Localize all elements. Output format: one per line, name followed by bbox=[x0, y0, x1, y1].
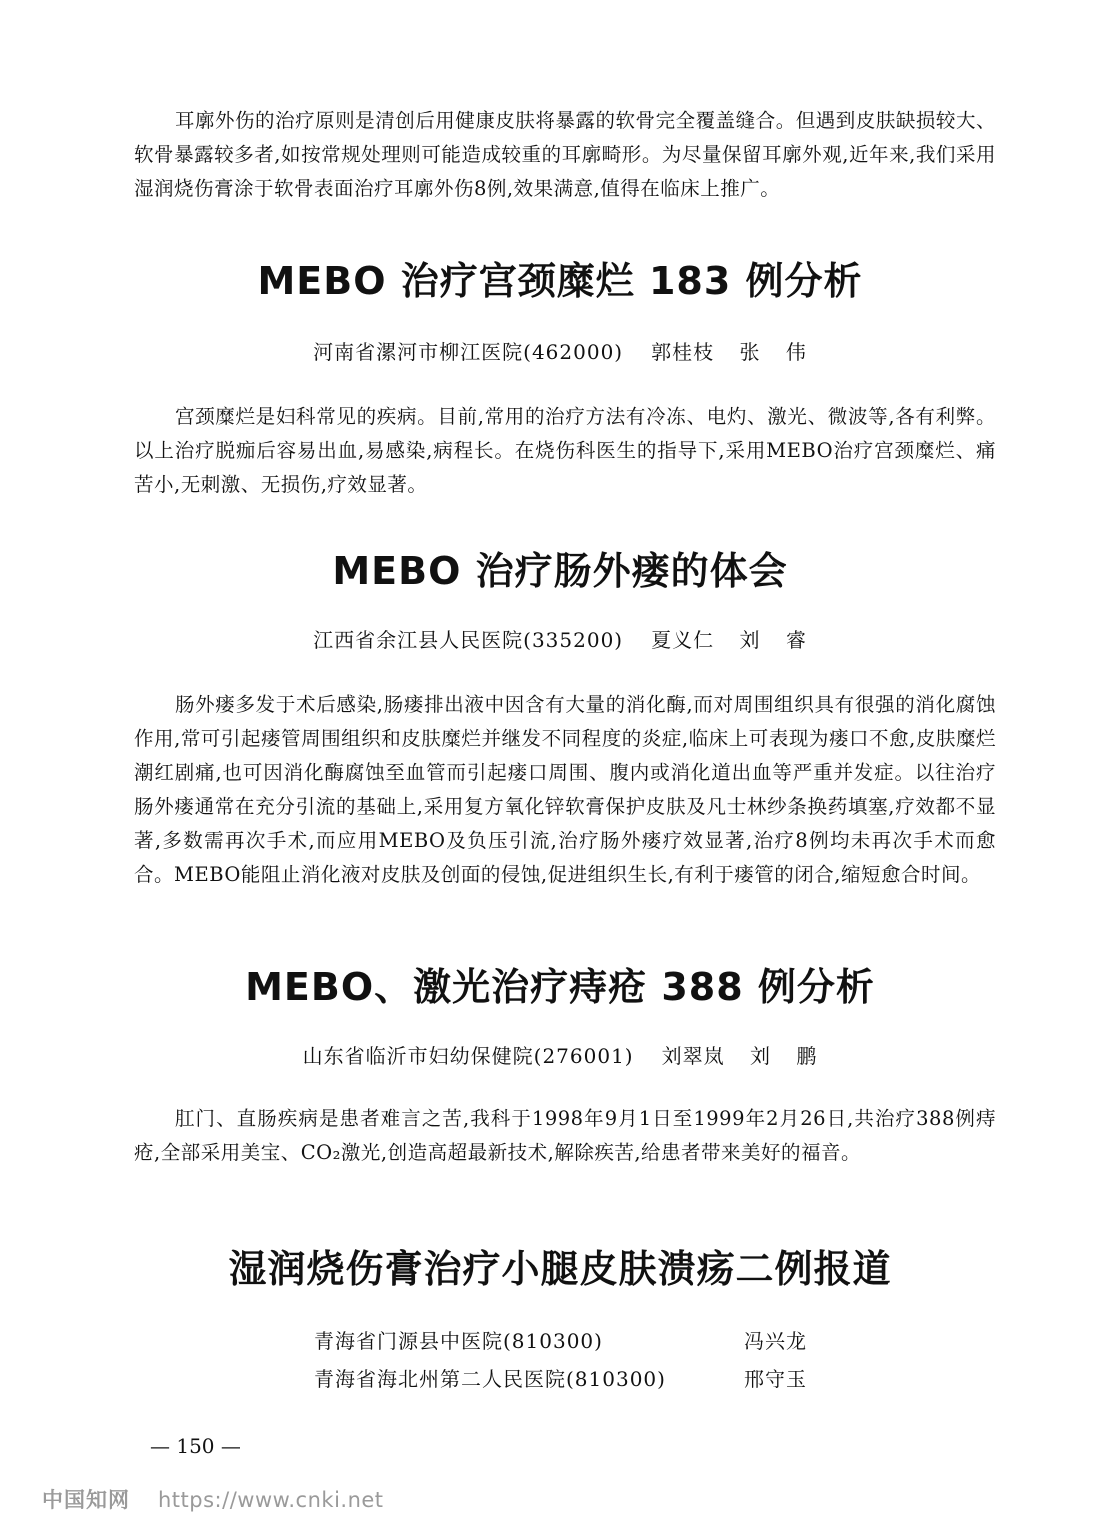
affiliation-authors: 刘翠岚 刘 鹏 bbox=[661, 1044, 818, 1068]
article-title-hemorrhoids: MEBO、激光治疗痔疮 388 例分析 bbox=[245, 965, 875, 1009]
article-title-intestinal-fistula: MEBO 治疗肠外瘘的体会 bbox=[332, 549, 788, 593]
affiliation-row bbox=[314, 1320, 807, 1358]
intro-paragraph: 耳廓外伤的治疗原则是清创后用健康皮肤将暴露的软骨完全覆盖缝合。但遇到皮肤缺损较大、软骨暴露较多者,如按常规处理则可能造成较重的耳廓畸形。为尽量保留耳廓外观,近年来,我们采用湿润烧伤膏涂于软骨表面治疗耳廓外伤8例,效果满意,值得在临床上推广。 bbox=[134, 109, 996, 200]
affiliation-authors: 郭桂枝 张 伟 bbox=[651, 340, 807, 364]
article-body-2: 肠外瘘多发于术后感染,肠瘘排出液中因含有大量的消化酶,而对周围组织具有很强的消化腐蚀作用,常可引起瘘管周围组织和皮肤糜烂并继发不同程度的炎症,临床上可表现为瘘口不愈,皮肤糜烂潮红剧痛,也可因消化酶腐蚀至血管而引起瘘口周围、腹内或消化道出血等严重并发症。以往治疗肠外瘘通常在充分引流的基础上,采用复方氧化锌软膏保护皮肤及凡士林纱条换药填塞,疗效都不显著,多数需再次手术,而应用MEBO及负压引流,治疗肠外瘘疗效显著,治疗8例均未再次手术而愈合。MEBO能阻止消化液对皮肤及创面的侵蚀,促进组织生长,有利于瘘管的闭合,缩短愈合时间。 bbox=[134, 693, 996, 886]
watermark-url: https://www.cnki.net bbox=[158, 1488, 384, 1512]
article-title-leg-ulcer: 湿润烧伤膏治疗小腿皮肤溃疡二例报道 bbox=[228, 1247, 892, 1291]
article-affiliations-4 bbox=[314, 1320, 807, 1396]
affiliation-institution: 青海省门源县中医院(810300) bbox=[314, 1328, 603, 1353]
article-affiliation-2 bbox=[0, 624, 1120, 653]
affiliation-institution: 青海省海北州第二人民医院(810300) bbox=[314, 1366, 666, 1391]
affiliation-author: 邢守玉 bbox=[744, 1366, 807, 1391]
article-body-1: 宫颈糜烂是妇科常见的疾病。目前,常用的治疗方法有冷冻、电灼、激光、微波等,各有利弊。以上治疗脱痂后容易出血,易感染,病程长。在烧伤科医生的指导下,采用MEBO治疗宫颈糜烂、痛苦小,无刺激、无损伤,疗效显著。 bbox=[134, 405, 996, 496]
affiliation-author: 冯兴龙 bbox=[744, 1328, 807, 1353]
affiliation-institution: 山东省临沂市妇幼保健院(276001) bbox=[302, 1044, 634, 1068]
watermark-brand: 中国知网 bbox=[42, 1488, 130, 1512]
affiliation-institution: 河南省漯河市柳江医院(462000) bbox=[313, 340, 624, 364]
affiliation-institution: 江西省余江县人民医院(335200) bbox=[313, 628, 624, 652]
article-title-cervical-erosion: MEBO 治疗宫颈糜烂 183 例分析 bbox=[257, 259, 863, 303]
article-body-3: 肛门、直肠疾病是患者难言之苦,我科于1998年9月1日至1999年2月26日,共治疗388例痔疮,全部采用美宝、CO₂激光,创造高超最新技术,解除疾苦,给患者带来美好的福音。 bbox=[134, 1107, 996, 1164]
article-affiliation-3 bbox=[0, 1040, 1120, 1069]
cnki-watermark bbox=[42, 1484, 384, 1514]
affiliation-row bbox=[314, 1358, 807, 1396]
page-number: — 150 — bbox=[150, 1434, 241, 1458]
affiliation-authors: 夏义仁 刘 睿 bbox=[651, 628, 807, 652]
article-affiliation-1 bbox=[0, 336, 1120, 365]
